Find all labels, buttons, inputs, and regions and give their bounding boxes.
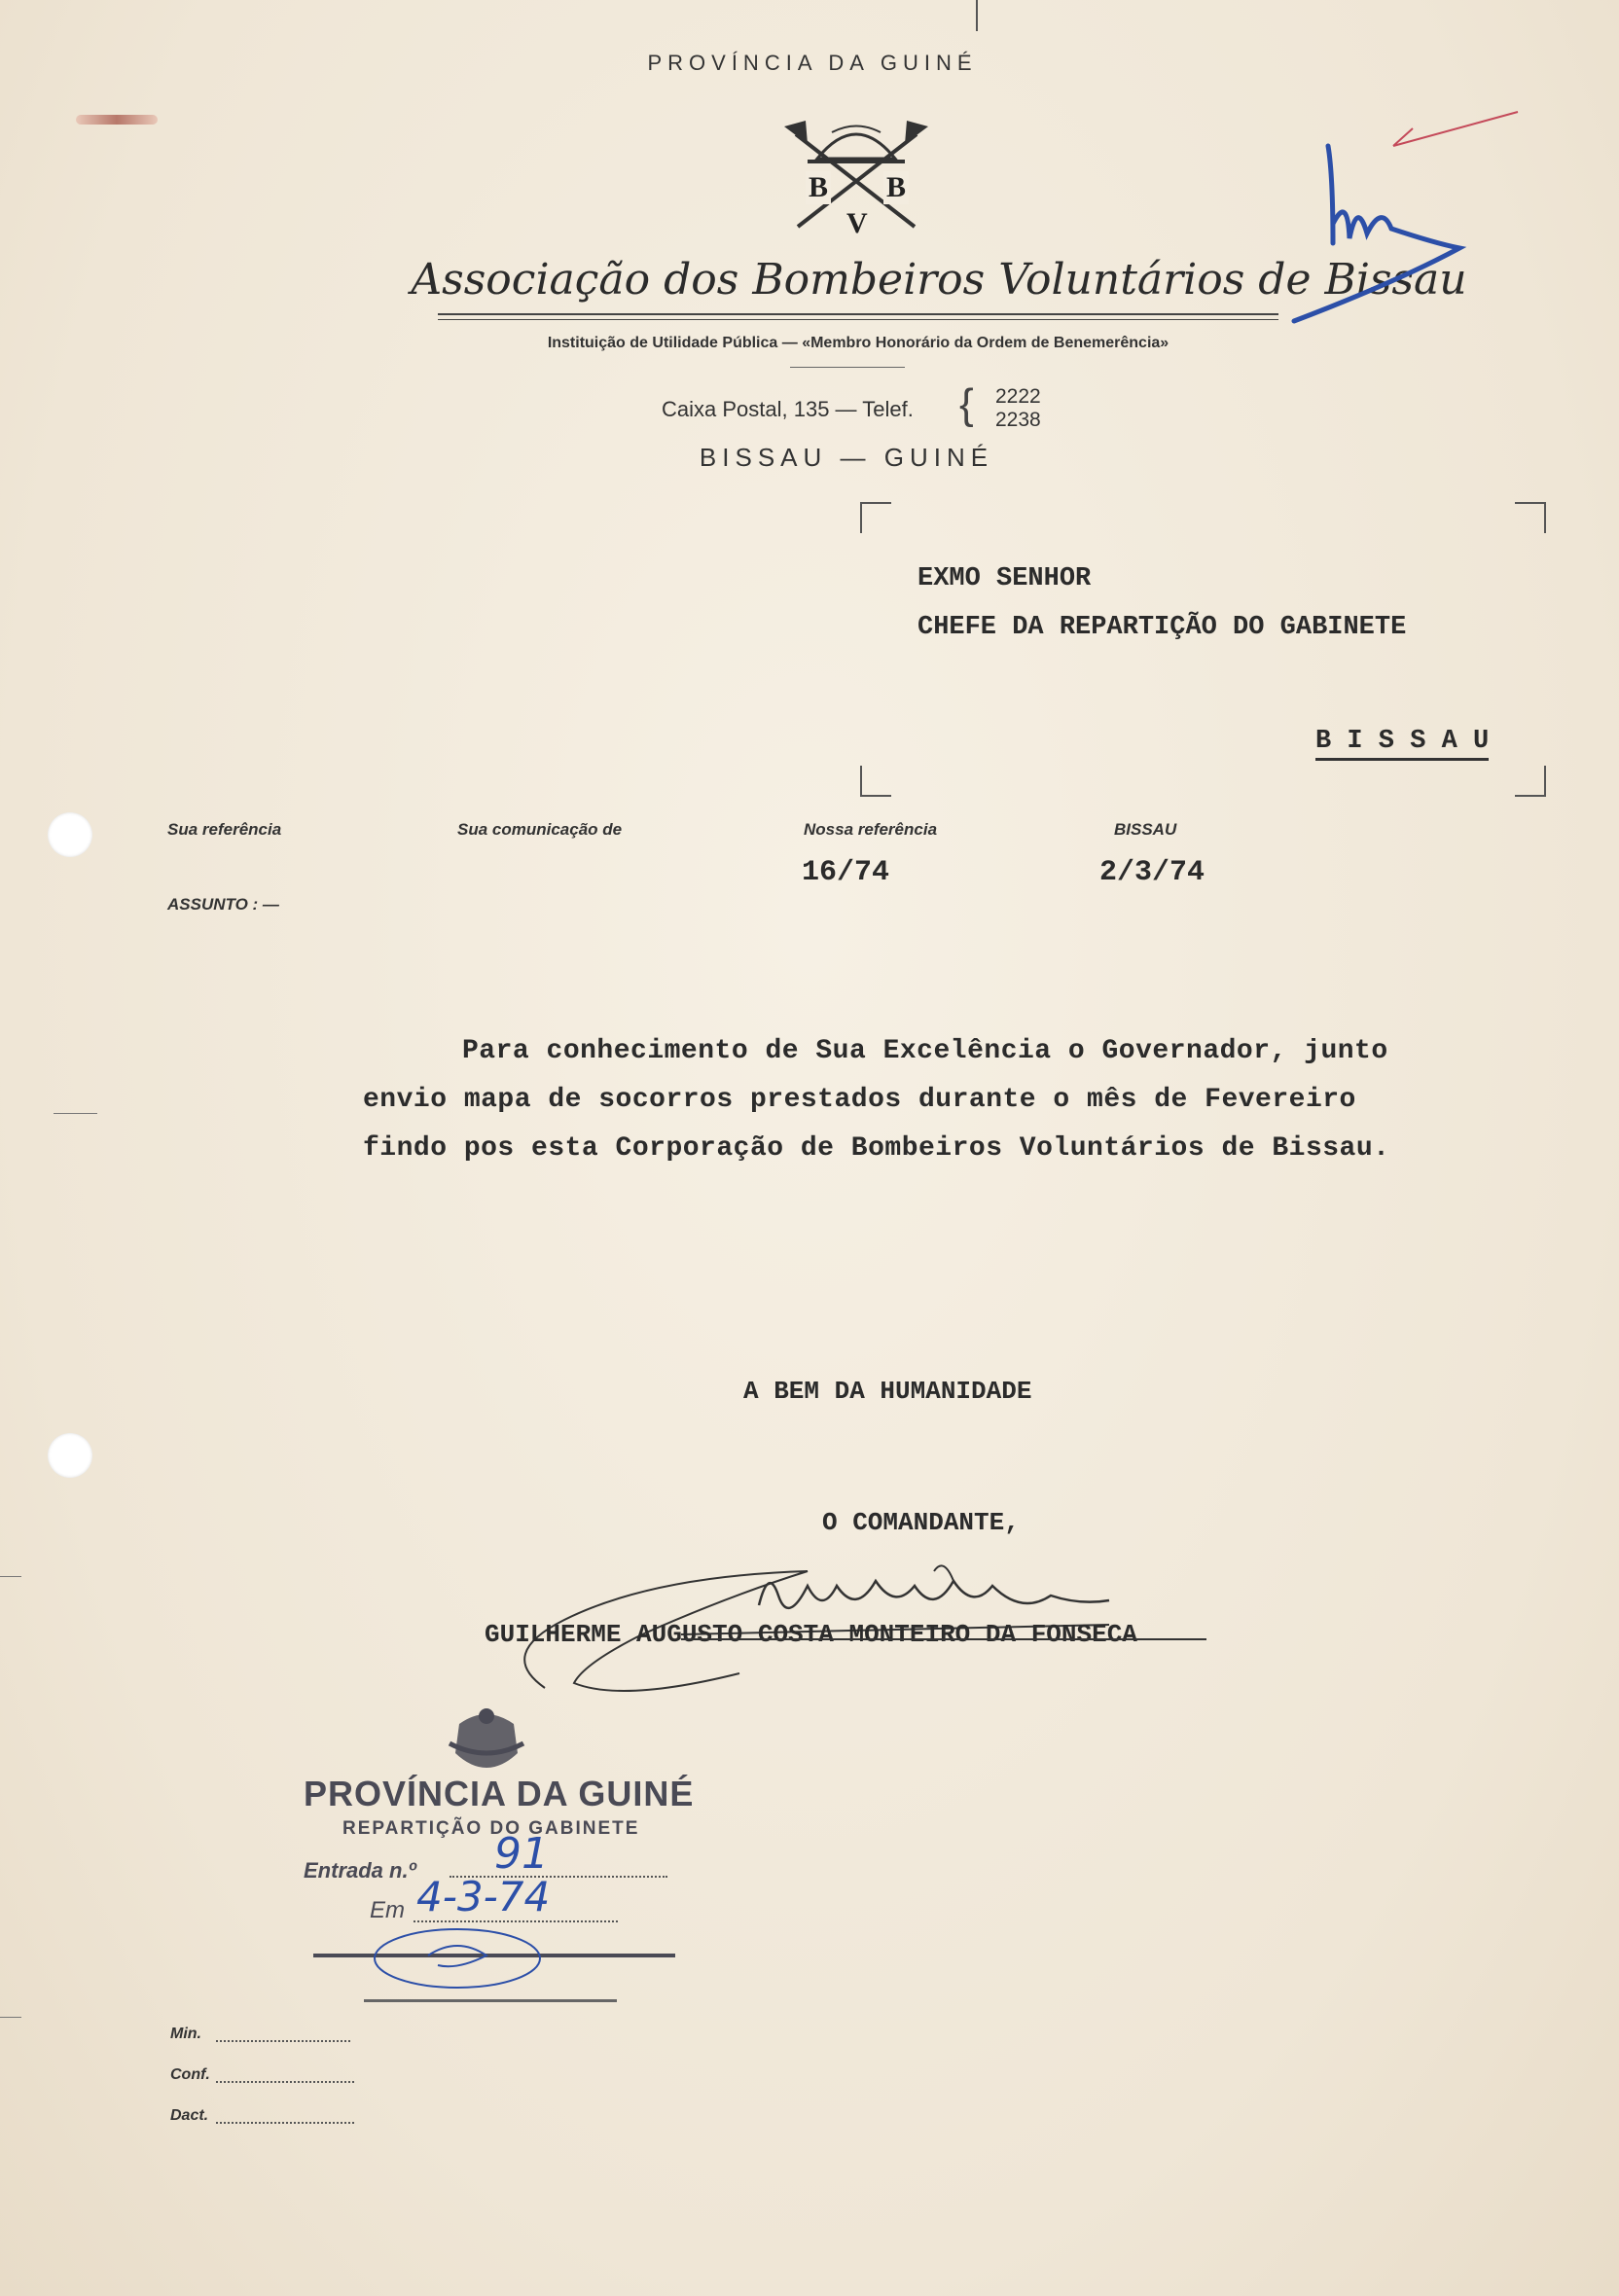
stamp-lower-rule xyxy=(364,1999,617,2002)
top-tick xyxy=(976,0,978,31)
label-bissau-date: BISSAU xyxy=(1114,820,1177,839)
province-heading: PROVÍNCIA DA GUINÉ xyxy=(647,51,978,75)
window-corner xyxy=(1515,502,1546,533)
our-reference-value: 16/74 xyxy=(802,856,890,889)
signer-title: O COMANDANTE, xyxy=(822,1508,1020,1537)
stamp-entry-number: 91 xyxy=(494,1829,549,1879)
logo-letter-b-right: B xyxy=(883,171,909,204)
institution-line: Instituição de Utilidade Pública — «Membro Honorário da Ordem de Benemerência» xyxy=(547,335,1169,351)
addressee-line-1: EXMO SENHOR xyxy=(917,564,1092,593)
stamp-subtitle: REPARTIÇÃO DO GABINETE xyxy=(342,1818,640,1839)
window-corner xyxy=(860,502,891,533)
blue-initials-scribble xyxy=(1289,136,1484,331)
closing-salutation: A BEM DA HUMANIDADE xyxy=(743,1377,1032,1406)
logo-letter-v: V xyxy=(846,207,868,239)
association-name: Associação dos Bombeiros Voluntários de Bissau xyxy=(411,255,1467,305)
window-corner xyxy=(860,766,891,797)
window-corner xyxy=(1515,766,1546,797)
signer-name: GUILHERME AUGUSTO COSTA MONTEIRO DA FONSECA xyxy=(485,1620,1137,1649)
bbv-emblem xyxy=(778,105,934,246)
footer-line-min xyxy=(216,2040,350,2042)
header-rule xyxy=(438,313,1278,320)
label-sua-referencia: Sua referência xyxy=(167,820,282,839)
body-line-1: Para conhecimento de Sua Excelência o Governador, junto xyxy=(462,1036,1388,1066)
footer-field-dact: Dact. xyxy=(170,2107,209,2124)
postal-line: Caixa Postal, 135 — Telef. xyxy=(662,397,914,421)
phone-brace: { xyxy=(959,380,974,428)
footer-line-conf xyxy=(216,2081,354,2083)
red-check-mark xyxy=(1391,107,1528,151)
stamp-crest xyxy=(440,1704,533,1778)
punch-hole xyxy=(48,812,92,857)
punch-hole xyxy=(48,1433,92,1478)
short-rule xyxy=(790,367,905,368)
stamp-entry-label: Entrada n.º xyxy=(304,1858,416,1883)
subject-label: ASSUNTO : — xyxy=(167,895,279,914)
footer-field-conf: Conf. xyxy=(170,2066,210,2083)
stamp-date-value: 4-3-74 xyxy=(416,1873,551,1920)
logo-letter-b-left: B xyxy=(806,171,831,204)
phone-1: 2222 xyxy=(995,385,1041,408)
addressee-city: B I S S A U xyxy=(1315,727,1489,761)
body-line-2: envio mapa de socorros prestados durante o mês de Fevereiro xyxy=(363,1085,1356,1115)
addressee-line-2: CHEFE DA REPARTIÇÃO DO GABINETE xyxy=(917,613,1407,642)
margin-mark xyxy=(0,2017,21,2018)
date-value: 2/3/74 xyxy=(1099,856,1205,889)
stamp-date-label: Em xyxy=(370,1897,405,1923)
city-heading: BISSAU — GUINÉ xyxy=(699,443,994,472)
footer-field-min: Min. xyxy=(170,2026,201,2042)
margin-mark xyxy=(54,1113,97,1114)
signature-strike xyxy=(681,1638,1206,1640)
stamp-title: PROVÍNCIA DA GUINÉ xyxy=(304,1774,695,1813)
margin-mark xyxy=(0,1576,21,1577)
footer-line-dact xyxy=(216,2122,354,2124)
staple-mark xyxy=(76,115,158,125)
phone-2: 2238 xyxy=(995,409,1041,431)
body-line-3: findo pos esta Corporação de Bombeiros Voluntários de Bissau. xyxy=(363,1133,1390,1164)
label-nossa-referencia: Nossa referência xyxy=(804,820,938,839)
stamp-initials-scribble xyxy=(370,1921,564,1994)
label-sua-comunicacao: Sua comunicação de xyxy=(457,820,623,839)
